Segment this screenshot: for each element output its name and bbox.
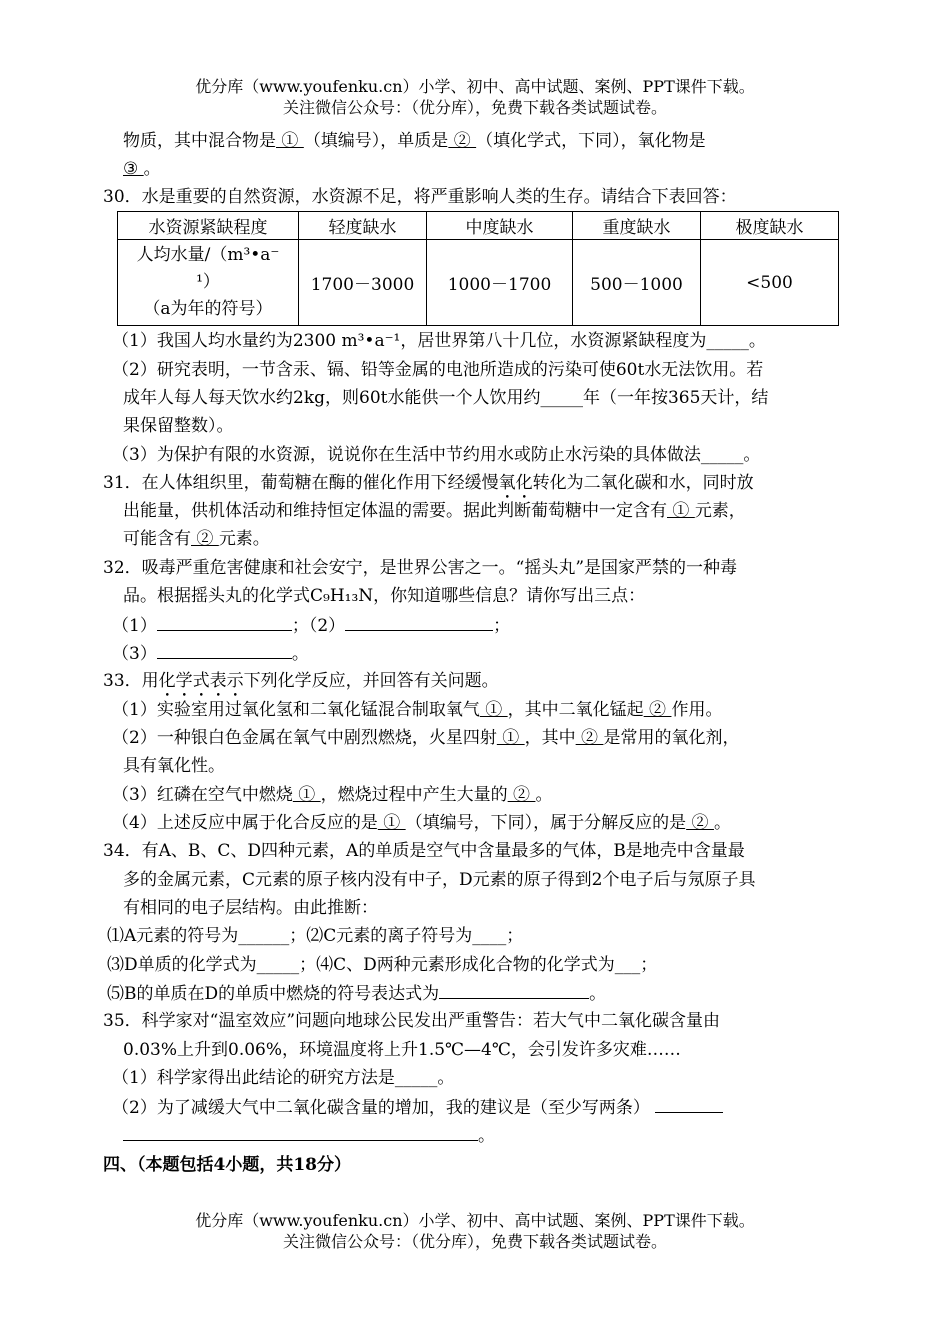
q30-sub-1: （1）我国人均水量约为2300 m³•a⁻¹，居世界第八十几位，水资源紧缺程度为_____。 — [112, 331, 766, 351]
header-line-1: 优分库（www.youfenku.cn）小学、初中、高中试题、案例、PPT课件下载。 — [195, 77, 755, 96]
q31-blank-1: ① — [667, 501, 695, 521]
q35-line-1: 35．科学家对“温室效应”问题向地球公民发出严重警告：若大气中二氧化碳含量由 — [103, 1011, 721, 1031]
answer-blank — [123, 1122, 478, 1141]
q30-sub-2c: 果保留整数）。 — [123, 416, 234, 436]
q32-line-1: 32．吸毒严重危害健康和社会安宁，是世界公害之一。“摇头丸”是国家严禁的一种毒 — [103, 558, 738, 578]
table-cell: 1000－1700 — [427, 240, 573, 326]
q33-sub-2: （2）一种银白色金属在氧气中剧烈燃烧，火星四射 ① ，其中 ② 是常用的氧化剂， — [112, 728, 740, 748]
q31-blank-2: ② — [191, 529, 219, 549]
q33-sub-2-cont: 具有氧化性。 — [123, 756, 225, 776]
q35-line-2: 0.03%上升到0.06%，环境温度将上升1.5℃—4℃，会引发许多灾难…… — [123, 1040, 681, 1060]
q29-line-1: 物质，其中混合物是 ① （填编号），单质是 ② （填化学式，下同），氧化物是 — [123, 131, 706, 151]
q30-sub-2a: （2）研究表明，一节含汞、镉、铅等金属的电池所造成的污染可使60t水无法饮用。若 — [112, 360, 764, 380]
footer-line-2: 关注微信公众号：（优分库），免费下载各类试题试卷。 — [282, 1232, 667, 1251]
footer-line-1: 优分库（www.youfenku.cn）小学、初中、高中试题、案例、PPT课件下载。 — [195, 1211, 755, 1230]
water-scarcity-table — [117, 211, 839, 326]
q31-line-3: 可能含有 ② 元素。 — [123, 529, 270, 549]
q35-sub-1: （1）科学家得出此结论的研究方法是_____。 — [112, 1068, 455, 1088]
q30-sub-2b: 成年人每人每天饮水约2kg，则60t水能供一个人饮用约_____年（一年按365天计，结 — [123, 388, 769, 408]
q33-sub-4: （4）上述反应中属于化合反应的是 ① （填编号，下同），属于分解反应的是 ② 。 — [112, 813, 731, 833]
table-header: 极度缺水 — [701, 212, 839, 240]
q34-line-3: 有相同的电子层结构。由此推断： — [123, 898, 378, 918]
q30-stem: 30．水是重要的自然资源，水资源不足，将严重影响人类的生存。请结合下表回答： — [103, 187, 737, 207]
q34-line-1: 34．有A、B、C、D四种元素，A的单质是空气中含量最多的气体，B是地壳中含量最 — [103, 841, 745, 861]
q35-sub-2-cont: 。 — [123, 1122, 495, 1149]
table-header: 轻度缺水 — [299, 212, 427, 240]
q33-sub-3: （3）红磷在空气中燃烧 ① ，燃烧过程中产生大量的 ② 。 — [112, 785, 553, 805]
answer-blank — [439, 980, 589, 999]
q33-stem: 33．用化学式表示下列化学反应，并回答有关问题。 — [103, 671, 499, 691]
q29-blank-1: ① — [276, 131, 304, 151]
answer-blank — [345, 612, 493, 631]
q32-answer-3: （3） 。 — [112, 640, 309, 667]
header-line-2: 关注微信公众号：（优分库），免费下载各类试题试卷。 — [282, 98, 667, 117]
table-cell: <500 — [701, 240, 839, 326]
answer-blank — [157, 612, 292, 631]
q34-parts-1-2: ⑴A元素的符号为______；⑵C元素的离子符号为____； — [107, 926, 524, 946]
q31-line-1: 31．在人体组织里，葡萄糖在酶的催化作用下经缓慢氧化转化为二氧化碳和水，同时放 — [103, 473, 754, 493]
table-cell: 500－1000 — [573, 240, 701, 326]
q29-line-2: ③ 。 — [123, 159, 161, 179]
answer-blank — [655, 1094, 723, 1113]
answer-blank — [157, 640, 292, 659]
q34-line-2: 多的金属元素，C元素的原子核内没有中子，D元素的原子得到2个电子后与氖原子具 — [123, 870, 756, 890]
table-row-label: 人均水量/（m³•a⁻ ¹） （a为年的符号） — [118, 240, 299, 326]
q34-parts-3-4: ⑶D单质的化学式为_____；⑷C、D两种元素形成化合物的化学式为___； — [107, 955, 658, 975]
q29-blank-2: ② — [448, 131, 477, 151]
q34-part-5: ⑸B的单质在D的单质中燃烧的符号表达式为 。 — [107, 980, 606, 1007]
q33-sub-1: （1）实验室用过氧化氢和二氧化锰混合制取氧气 ① ，其中二氧化锰起 ② 作用。 — [112, 700, 723, 720]
table-header: 中度缺水 — [427, 212, 573, 240]
table-header: 重度缺水 — [573, 212, 701, 240]
section-4-heading: 四、（本题包括4小题，共18分） — [103, 1155, 351, 1175]
table-header: 水资源紧缺程度 — [118, 212, 299, 240]
q35-sub-2: （2）为了减缓大气中二氧化碳含量的增加，我的建议是（至少写两条） — [112, 1094, 723, 1121]
q31-line-2: 出能量，供机体活动和维持恒定体温的需要。据此判断葡萄糖中一定含有 ① 元素， — [123, 501, 746, 521]
q32-line-2: 品。根据摇头丸的化学式C₉H₁₃N，你知道哪些信息？请你写出三点： — [123, 586, 646, 606]
q32-answers-1-2: （1） ；（2） ； — [112, 612, 510, 639]
q30-sub-3: （3）为保护有限的水资源，说说你在生活中节约用水或防止水污染的具体做法_____。 — [112, 445, 761, 465]
table-cell: 1700－3000 — [299, 240, 427, 326]
q29-blank-3: ③ — [123, 159, 144, 179]
